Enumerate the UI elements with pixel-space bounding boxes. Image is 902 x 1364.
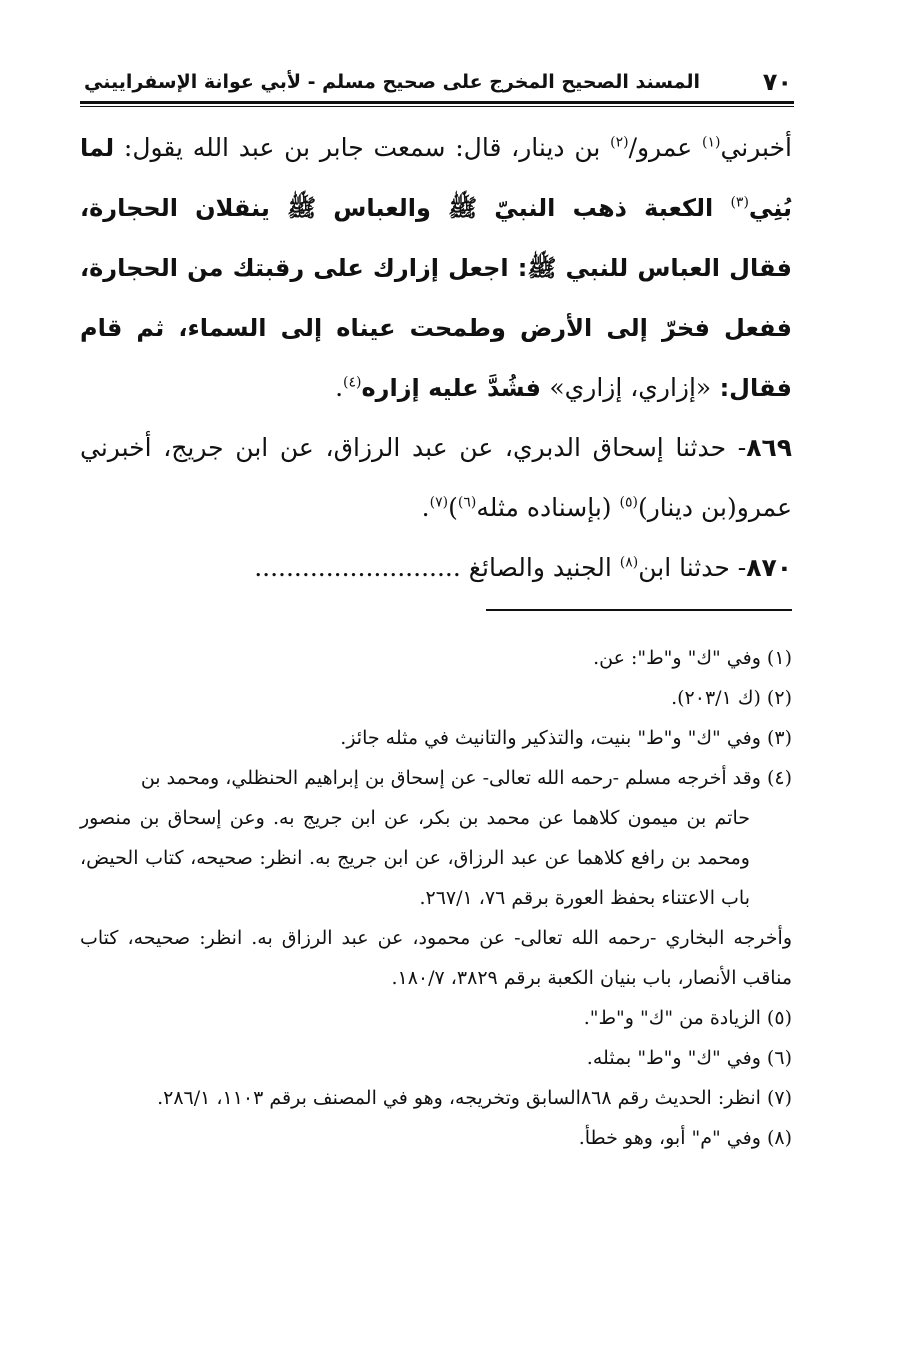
main-text: [80, 118, 792, 598]
footnote-ref: (٣): [730, 194, 749, 211]
text-run: بن دينار، قال: سمعت جابر بن عبد الله يقول:: [114, 133, 611, 162]
footnote-4-continued: حاتم بن ميمون كلاهما عن محمد بن بكر، عن ابن جريج به. وعن إسحاق بن منصور ومحمد بن رافع كلاهما عن عبد الرزاق، عن ابن جريج به. انظر: صحيحه، كتاب الحيض، باب الاعتناء بحفظ العورة برقم ٧٦، ٢٦٧/١.: [80, 807, 750, 909]
footnote-4: (٤) وقد أخرجه مسلم -رحمه الله تعالى- عن إسحاق بن إبراهيم الحنظلي، ومحمد بن: [140, 767, 792, 789]
text-run: (بإسناده مثله: [476, 493, 620, 522]
footnote-3: (٣) وفي "ك" و"ط" بنيت، والتذكير والتانيث في مثله جائز.: [340, 727, 792, 749]
page-number: ٧٠: [762, 68, 792, 96]
footnote-8: (٨) وفي "م" أبو، وهو خطأ.: [578, 1127, 792, 1149]
hadith-869: [80, 418, 792, 538]
text-run: - حدثنا ابن: [638, 553, 747, 582]
running-title: المسند الصحيح المخرج على صحيح مسلم - لأبي عوانة الإسفراييني: [84, 71, 700, 93]
footnote-6: (٦) وفي "ك" و"ط" بمثله.: [586, 1047, 792, 1069]
hadith-number: ٨٧٠: [746, 553, 792, 582]
footnote-2: (٢) (ك ٢٠٣/١).: [671, 687, 792, 709]
text-run: .: [335, 373, 344, 402]
footnote-ref: (٢): [610, 134, 629, 151]
text-run: الجنيد والصائغ ..........................: [254, 553, 620, 582]
footnote-ref: (٥): [619, 494, 638, 511]
footnote-ref: (٤): [343, 374, 362, 391]
text-run: عمرو/: [628, 133, 702, 162]
footnote-ref: (١): [702, 134, 721, 151]
header-rule-thin: [80, 106, 794, 107]
quoted-speech: «إزاري، إزاري»: [549, 373, 712, 402]
footnotes: [80, 638, 792, 1158]
text-run: - حدثنا إسحاق الدبري، عن عبد الرزاق، عن ابن جريج، أخبرني عمرو(بن دينار): [80, 433, 792, 522]
footnote-ref: (٦): [457, 494, 477, 511]
page-header: [84, 68, 792, 100]
text-run: ): [448, 493, 458, 522]
hadith-matn: لما بُنِي: [80, 134, 792, 222]
text-run: .: [421, 493, 430, 522]
hadith-matn: الكعبة ذهب النبيّ ﷺ والعباس ﷺ ينقلان الحجارة، فقال العباس للنبي ﷺ: اجعل إزارك على رقبتك من الحجارة، ففعل فخرّ إلى الأرض وطمحت عيناه إلى السماء، ثم قام فقال:: [80, 194, 792, 402]
header-rule-thick: [80, 101, 794, 104]
hadith-matn: فشُدَّ عليه إزاره: [361, 374, 550, 402]
footnote-1: (١) وفي "ك" و"ط": عن.: [593, 647, 792, 669]
footnote-5: (٥) الزيادة من "ك" و"ط".: [583, 1007, 792, 1029]
hadith-continuation: [80, 118, 792, 418]
footnote-4-bukhari: وأخرجه البخاري -رحمه الله تعالى- عن محمود، عن عبد الرزاق به. انظر: صحيحه، كتاب مناقب الأنصار، باب بنيان الكعبة برقم ٣٨٢٩، ١٨٠/٧.: [80, 927, 792, 989]
footnote-separator: [486, 609, 792, 611]
hadith-870: [80, 538, 792, 598]
hadith-number: ٨٦٩: [746, 433, 792, 462]
footnote-ref: (٧): [429, 494, 449, 511]
text-run: أخبرني: [720, 133, 793, 162]
footnote-7: (٧) انظر: الحديث رقم ٨٦٨السابق وتخريجه، وهو في المصنف برقم ١١٠٣، ٢٨٦/١.: [157, 1087, 792, 1109]
footnote-ref: (٨): [619, 554, 639, 571]
